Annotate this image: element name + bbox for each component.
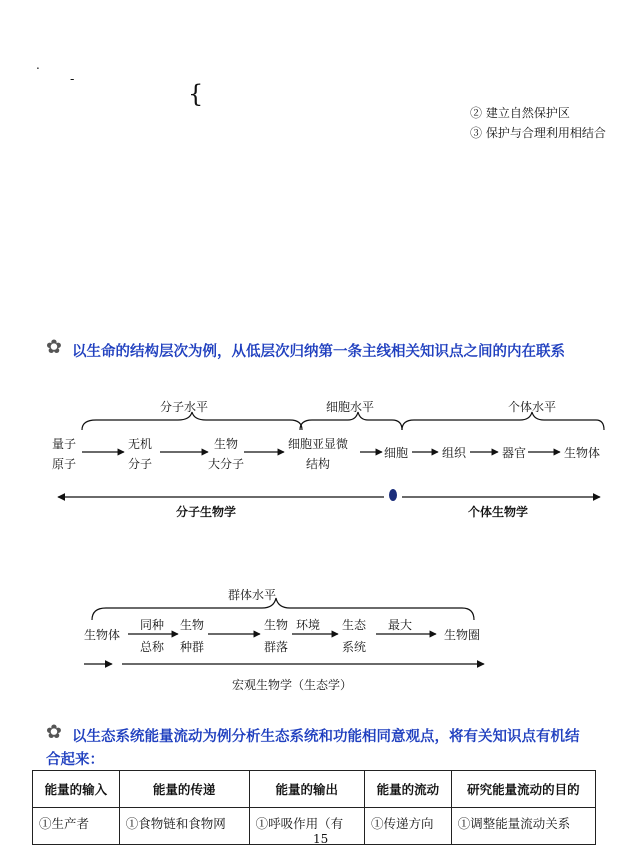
node-s2-organism: 生物体	[84, 628, 121, 642]
flower-icon: ✿	[46, 721, 62, 743]
node-structure: 结构	[306, 457, 331, 471]
stray-dash: -	[70, 72, 75, 87]
level-molecular: 分子水平	[160, 400, 209, 414]
axis-label-macro-biology: 宏观生物学（生态学）	[232, 678, 353, 692]
node-largest: 最大	[388, 618, 413, 632]
node-cell: 细胞	[384, 446, 409, 460]
node-eco-top: 生态	[342, 618, 367, 632]
stray-brace: {	[188, 80, 204, 108]
cell-respiration: ①呼吸作用（有	[249, 808, 364, 845]
node-same-species: 同种	[140, 618, 165, 632]
list-item-3: ③ 保护与合理利用相结合	[470, 126, 606, 140]
node-environment: 环境	[296, 618, 321, 632]
level-population: 群体水平	[228, 588, 277, 602]
node-inorganic: 无机	[128, 437, 153, 451]
header-energy-transfer: 能量的传递	[119, 771, 249, 808]
cell-food-chain: ①食物链和食物网	[119, 808, 249, 845]
section3-title-line1: 以生态系统能量流动为例分析生态系统和功能相同意观点，将有关知识点有机结	[72, 729, 580, 745]
node-biosphere: 生物圈	[444, 628, 481, 642]
node-organ: 器官	[502, 446, 527, 460]
level-cell: 细胞水平	[326, 400, 375, 414]
node-community: 群落	[264, 640, 289, 654]
cell-producer: ①生产者	[33, 808, 120, 845]
table-header-row	[33, 771, 596, 808]
cell-direction: ①传递方向	[365, 808, 452, 845]
section3-title-line2: 合起来：	[46, 752, 104, 768]
header-energy-input: 能量的输入	[33, 771, 120, 808]
header-energy-flow: 能量的流动	[365, 771, 452, 808]
brace-individual	[402, 412, 604, 430]
axis-label-organismal-biology: 个体生物学	[468, 505, 529, 519]
node-tissue: 组织	[442, 446, 467, 460]
node-quantum: 量子	[52, 437, 77, 451]
node-ecosystem: 系统	[342, 640, 367, 654]
list-item-2: ② 建立自然保护区	[470, 106, 570, 120]
node-bio: 生物	[214, 437, 239, 451]
node-collective: 总称	[140, 640, 165, 654]
node-organism: 生物体	[564, 446, 601, 460]
header-energy-output: 能量的输出	[249, 771, 364, 808]
node-macromolecule: 大分子	[208, 457, 245, 471]
node-inorganic-molecule: 分子	[128, 457, 153, 471]
node-comm-top: 生物	[264, 618, 289, 632]
axis-label-molecular-biology: 分子生物学	[176, 505, 237, 519]
node-atom: 原子	[52, 457, 77, 471]
page-number: 15	[313, 832, 329, 846]
section1-title: 以生命的结构层次为例，从低层次归纳第一条主线相关知识点之间的内在联系	[72, 344, 565, 360]
node-population: 种群	[180, 640, 205, 654]
stray-dot: .	[36, 58, 40, 72]
node-pop-top: 生物	[180, 618, 205, 632]
node-subcellular: 细胞亚显微	[288, 437, 349, 451]
cell-adjust: ①调整能量流动关系	[451, 808, 595, 845]
axis-dot	[389, 489, 397, 501]
header-research-purpose: 研究能量流动的目的	[451, 771, 595, 808]
flower-icon: ✿	[46, 336, 62, 358]
level-individual: 个体水平	[508, 400, 557, 414]
